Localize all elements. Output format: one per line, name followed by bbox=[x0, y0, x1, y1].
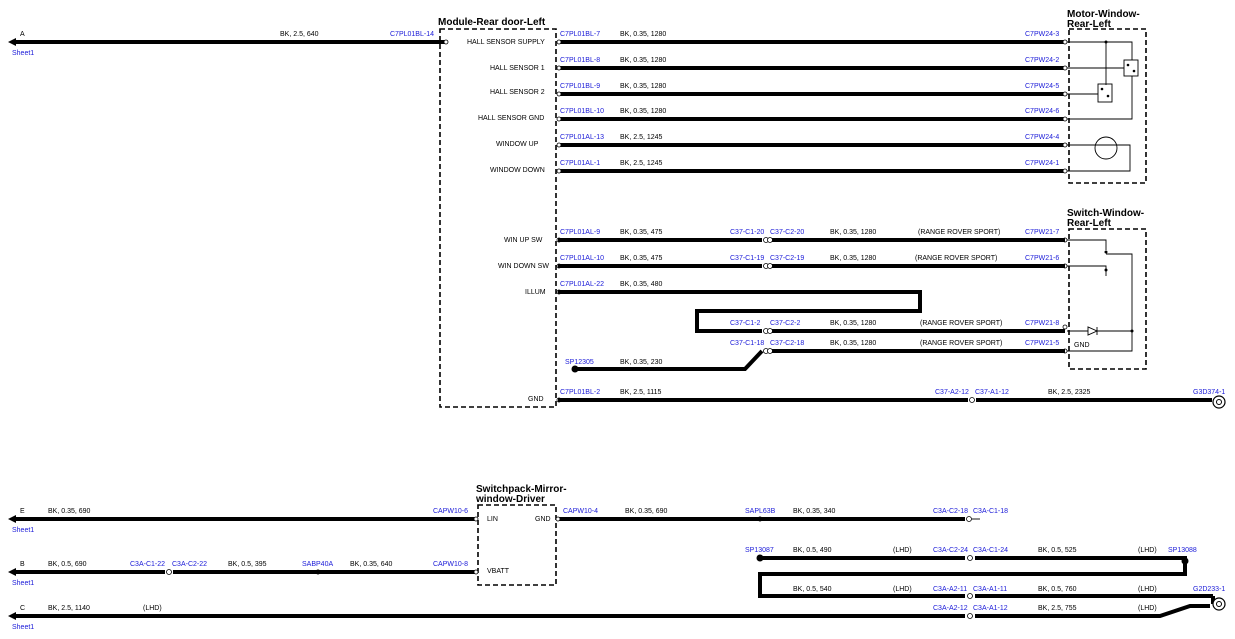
svg-text:BK, 0.35, 480: BK, 0.35, 480 bbox=[620, 281, 663, 288]
svg-text:BK, 2.5, 755: BK, 2.5, 755 bbox=[1038, 605, 1077, 612]
svg-text:BK, 0.35, 340: BK, 0.35, 340 bbox=[793, 508, 836, 515]
switch-internal-circuit bbox=[1067, 240, 1134, 351]
svg-text:G2D233-1: G2D233-1 bbox=[1193, 586, 1226, 593]
pin-illum: ILLUM bbox=[525, 289, 546, 296]
wire-illum[interactable] bbox=[558, 281, 1065, 334]
svg-text:(LHD): (LHD) bbox=[893, 586, 912, 593]
svg-text:CAPW10-4: CAPW10-4 bbox=[563, 508, 599, 515]
splice-sp13087[interactable] bbox=[757, 555, 764, 562]
svg-text:BK, 0.5, 760: BK, 0.5, 760 bbox=[1038, 586, 1077, 593]
svg-text:(RANGE ROVER SPORT): (RANGE ROVER SPORT) bbox=[920, 320, 1003, 327]
svg-text:Sheet1: Sheet1 bbox=[12, 527, 35, 534]
svg-text:C3A-C1-18: C3A-C1-18 bbox=[973, 508, 1009, 515]
switch-window-title-2: Rear-Left bbox=[1067, 218, 1111, 229]
svg-text:C7PW24-4: C7PW24-4 bbox=[1025, 134, 1060, 141]
svg-text:CAPW10-8: CAPW10-8 bbox=[433, 561, 469, 568]
svg-text:SAPL63B: SAPL63B bbox=[745, 508, 776, 515]
wire-sp13087-sp13088[interactable] bbox=[745, 547, 1197, 565]
svg-text:BK, 0.35, 1280: BK, 0.35, 1280 bbox=[830, 229, 877, 236]
svg-text:C37-C2-18: C37-C2-18 bbox=[770, 340, 805, 347]
svg-text:BK, 0.5, 540: BK, 0.5, 540 bbox=[793, 586, 832, 593]
svg-text:C7PL01BL-7: C7PL01BL-7 bbox=[560, 31, 601, 38]
rear-door-module-title: Module-Rear door-Left bbox=[438, 17, 546, 28]
svg-text:BK, 2.5, 1115: BK, 2.5, 1115 bbox=[620, 389, 662, 396]
svg-text:C7PW24-6: C7PW24-6 bbox=[1025, 108, 1060, 115]
motor-window-title-2: Rear-Left bbox=[1067, 19, 1111, 30]
pin-hall-gnd: HALL SENSOR GND bbox=[478, 115, 545, 122]
svg-text:C7PL01AL-9: C7PL01AL-9 bbox=[560, 229, 601, 236]
svg-text:BK, 2.5, 2325: BK, 2.5, 2325 bbox=[1048, 389, 1091, 396]
svg-text:BK, 0.5, 690: BK, 0.5, 690 bbox=[48, 561, 87, 568]
pin-vbatt: VBATT bbox=[487, 568, 510, 575]
svg-text:C37-C1-19: C37-C1-19 bbox=[730, 255, 765, 262]
wire-hall-gnd[interactable] bbox=[558, 108, 1065, 119]
pin-win-down-sw: WIN DOWN SW bbox=[498, 263, 549, 270]
switchpack-title-2: window-Driver bbox=[476, 494, 545, 505]
svg-text:BK, 0.35, 230: BK, 0.35, 230 bbox=[620, 359, 663, 366]
svg-text:(LHD): (LHD) bbox=[1138, 547, 1157, 554]
svg-text:BK, 0.35, 690: BK, 0.35, 690 bbox=[48, 508, 91, 515]
svg-text:C37-C2-20: C37-C2-20 bbox=[770, 229, 805, 236]
svg-text:GND: GND bbox=[1074, 342, 1090, 349]
svg-text:(RANGE ROVER SPORT): (RANGE ROVER SPORT) bbox=[920, 340, 1003, 347]
svg-text:C37-A1-12: C37-A1-12 bbox=[975, 389, 1009, 396]
rear-door-module-box bbox=[440, 29, 556, 407]
svg-text:BK, 0.35, 1280: BK, 0.35, 1280 bbox=[830, 320, 877, 327]
svg-text:C37-C2-19: C37-C2-19 bbox=[770, 255, 805, 262]
svg-text:BK, 0.35, 1280: BK, 0.35, 1280 bbox=[830, 255, 877, 262]
wire-window-down[interactable] bbox=[558, 160, 1065, 171]
svg-text:C7PL01BL-10: C7PL01BL-10 bbox=[560, 108, 604, 115]
svg-text:BK, 2.5, 1245: BK, 2.5, 1245 bbox=[620, 134, 663, 141]
wire-hall-2[interactable] bbox=[558, 83, 1065, 94]
svg-text:(LHD): (LHD) bbox=[893, 547, 912, 554]
svg-text:BK, 0.35, 475: BK, 0.35, 475 bbox=[620, 255, 663, 262]
wire-window-up[interactable] bbox=[558, 134, 1065, 145]
svg-text:C7PW24-3: C7PW24-3 bbox=[1025, 31, 1060, 38]
offsheet-a-label: A bbox=[20, 31, 25, 38]
splice-sapl63b[interactable] bbox=[758, 517, 763, 522]
svg-text:C3A-C2-18: C3A-C2-18 bbox=[933, 508, 969, 515]
svg-text:C37-C2-2: C37-C2-2 bbox=[770, 320, 801, 327]
svg-text:C7PL01AL-10: C7PL01AL-10 bbox=[560, 255, 604, 262]
svg-text:C7PL01BL-9: C7PL01BL-9 bbox=[560, 83, 601, 90]
svg-text:BK, 2.5, 1245: BK, 2.5, 1245 bbox=[620, 160, 663, 167]
wire-hall-1[interactable] bbox=[558, 57, 1065, 68]
offsheet-a-sheet[interactable]: Sheet1 bbox=[12, 50, 35, 57]
svg-text:C37-C1-2: C37-C1-2 bbox=[730, 320, 761, 327]
motor-internal-circuit bbox=[1067, 41, 1138, 172]
svg-text:BK, 0.35, 1280: BK, 0.35, 1280 bbox=[830, 340, 877, 347]
svg-text:SP13087: SP13087 bbox=[745, 547, 774, 554]
svg-text:(RANGE ROVER SPORT): (RANGE ROVER SPORT) bbox=[918, 229, 1001, 236]
svg-text:BK, 0.5, 490: BK, 0.5, 490 bbox=[793, 547, 832, 554]
svg-text:(LHD): (LHD) bbox=[1138, 586, 1157, 593]
svg-text:BK, 0.35, 475: BK, 0.35, 475 bbox=[620, 229, 663, 236]
svg-text:C7PL01AL-13: C7PL01AL-13 bbox=[560, 134, 604, 141]
pin-hall-2: HALL SENSOR 2 bbox=[490, 89, 545, 96]
wire-e[interactable] bbox=[8, 508, 478, 534]
pin-lin: LIN bbox=[487, 516, 498, 523]
svg-text:(RANGE ROVER SPORT): (RANGE ROVER SPORT) bbox=[915, 255, 998, 262]
svg-text:SABP40A: SABP40A bbox=[302, 561, 334, 568]
svg-text:BK, 0.35, 1280: BK, 0.35, 1280 bbox=[620, 108, 667, 115]
svg-text:C37-A2-12: C37-A2-12 bbox=[935, 389, 969, 396]
diode-icon bbox=[1088, 327, 1097, 335]
motor-window-title-1: Motor-Window- bbox=[1067, 9, 1140, 20]
svg-text:Sheet1: Sheet1 bbox=[12, 580, 35, 587]
splice-sp13088[interactable] bbox=[1182, 558, 1189, 565]
wire-loop-540-760[interactable] bbox=[760, 564, 1213, 604]
svg-text:C3A-A1-12: C3A-A1-12 bbox=[973, 605, 1008, 612]
splice-sabp40a[interactable] bbox=[316, 570, 321, 575]
svg-text:C7PW24-1: C7PW24-1 bbox=[1025, 160, 1060, 167]
svg-text:C3A-A2-11: C3A-A2-11 bbox=[933, 586, 968, 593]
svg-text:C7PW21-8: C7PW21-8 bbox=[1025, 320, 1060, 327]
svg-text:CAPW10-6: CAPW10-6 bbox=[433, 508, 469, 515]
svg-text:C: C bbox=[20, 605, 26, 612]
svg-text:C3A-C2-22: C3A-C2-22 bbox=[172, 561, 208, 568]
svg-text:Sheet1: Sheet1 bbox=[12, 624, 35, 631]
svg-text:C7PL01BL-2: C7PL01BL-2 bbox=[560, 389, 601, 396]
wire-win-up-sw[interactable] bbox=[558, 229, 1065, 243]
switchpack-title-1: Switchpack-Mirror- bbox=[476, 484, 567, 495]
svg-text:G3D374-1: G3D374-1 bbox=[1193, 389, 1226, 396]
svg-text:C3A-A1-11: C3A-A1-11 bbox=[973, 586, 1008, 593]
svg-text:C3A-C2-24: C3A-C2-24 bbox=[933, 547, 969, 554]
svg-text:BK, 0.35, 690: BK, 0.35, 690 bbox=[625, 508, 668, 515]
pin-hall-supply: HALL SENSOR SUPPLY bbox=[467, 39, 545, 46]
wire-win-down-sw[interactable] bbox=[558, 255, 1065, 269]
svg-text:B: B bbox=[20, 561, 25, 568]
wire-sp12305[interactable] bbox=[565, 340, 1065, 373]
svg-text:BK, 0.5, 525: BK, 0.5, 525 bbox=[1038, 547, 1077, 554]
wire-lin-right[interactable] bbox=[556, 508, 1008, 522]
svg-text:C7PW21-5: C7PW21-5 bbox=[1025, 340, 1060, 347]
svg-text:C3A-C1-24: C3A-C1-24 bbox=[973, 547, 1009, 554]
svg-text:C37-C1-18: C37-C1-18 bbox=[730, 340, 765, 347]
svg-text:BK, 0.35, 1280: BK, 0.35, 1280 bbox=[620, 31, 667, 38]
pin-gnd: GND bbox=[528, 396, 544, 403]
svg-text:BK, 0.35, 1280: BK, 0.35, 1280 bbox=[620, 83, 667, 90]
motor-icon bbox=[1095, 137, 1117, 159]
wire-gnd[interactable] bbox=[558, 389, 1225, 408]
wire-hall-supply[interactable] bbox=[558, 31, 1065, 42]
svg-text:(LHD): (LHD) bbox=[1138, 605, 1157, 612]
svg-text:C7PL01BL-8: C7PL01BL-8 bbox=[560, 57, 601, 64]
motor-window-box bbox=[1069, 29, 1146, 183]
wire-b[interactable] bbox=[8, 561, 478, 587]
svg-text:C7PW21-6: C7PW21-6 bbox=[1025, 255, 1060, 262]
pin-window-down: WINDOW DOWN bbox=[490, 167, 545, 174]
svg-text:C7PL01BL-14: C7PL01BL-14 bbox=[390, 31, 434, 38]
svg-text:C3A-A2-12: C3A-A2-12 bbox=[933, 605, 968, 612]
svg-text:C3A-C1-22: C3A-C1-22 bbox=[130, 561, 166, 568]
svg-text:C7PL01AL-22: C7PL01AL-22 bbox=[560, 281, 604, 288]
pin-win-up-sw: WIN UP SW bbox=[504, 237, 543, 244]
svg-text:BK, 0.35, 1280: BK, 0.35, 1280 bbox=[620, 57, 667, 64]
svg-text:C37-C1-20: C37-C1-20 bbox=[730, 229, 765, 236]
svg-text:E: E bbox=[20, 508, 25, 515]
svg-text:C7PW24-2: C7PW24-2 bbox=[1025, 57, 1060, 64]
svg-text:C7PL01AL-1: C7PL01AL-1 bbox=[560, 160, 601, 167]
svg-text:BK, 2.5, 640: BK, 2.5, 640 bbox=[280, 31, 319, 38]
svg-text:(LHD): (LHD) bbox=[143, 605, 162, 612]
svg-text:C7PW24-5: C7PW24-5 bbox=[1025, 83, 1060, 90]
pin-hall-1: HALL SENSOR 1 bbox=[490, 65, 545, 72]
svg-text:SP12305: SP12305 bbox=[565, 359, 594, 366]
svg-text:BK, 0.35, 640: BK, 0.35, 640 bbox=[350, 561, 393, 568]
svg-text:C7PW21-7: C7PW21-7 bbox=[1025, 229, 1060, 236]
pin-switchpack-gnd: GND bbox=[535, 516, 551, 523]
switch-window-title-1: Switch-Window- bbox=[1067, 208, 1145, 219]
svg-text:BK, 0.5, 395: BK, 0.5, 395 bbox=[228, 561, 267, 568]
svg-text:SP13088: SP13088 bbox=[1168, 547, 1197, 554]
splice-sp12305[interactable] bbox=[572, 366, 579, 373]
wire-a[interactable] bbox=[8, 31, 445, 57]
svg-text:BK, 2.5, 1140: BK, 2.5, 1140 bbox=[48, 605, 90, 612]
pin-window-up: WINDOW UP bbox=[496, 141, 539, 148]
